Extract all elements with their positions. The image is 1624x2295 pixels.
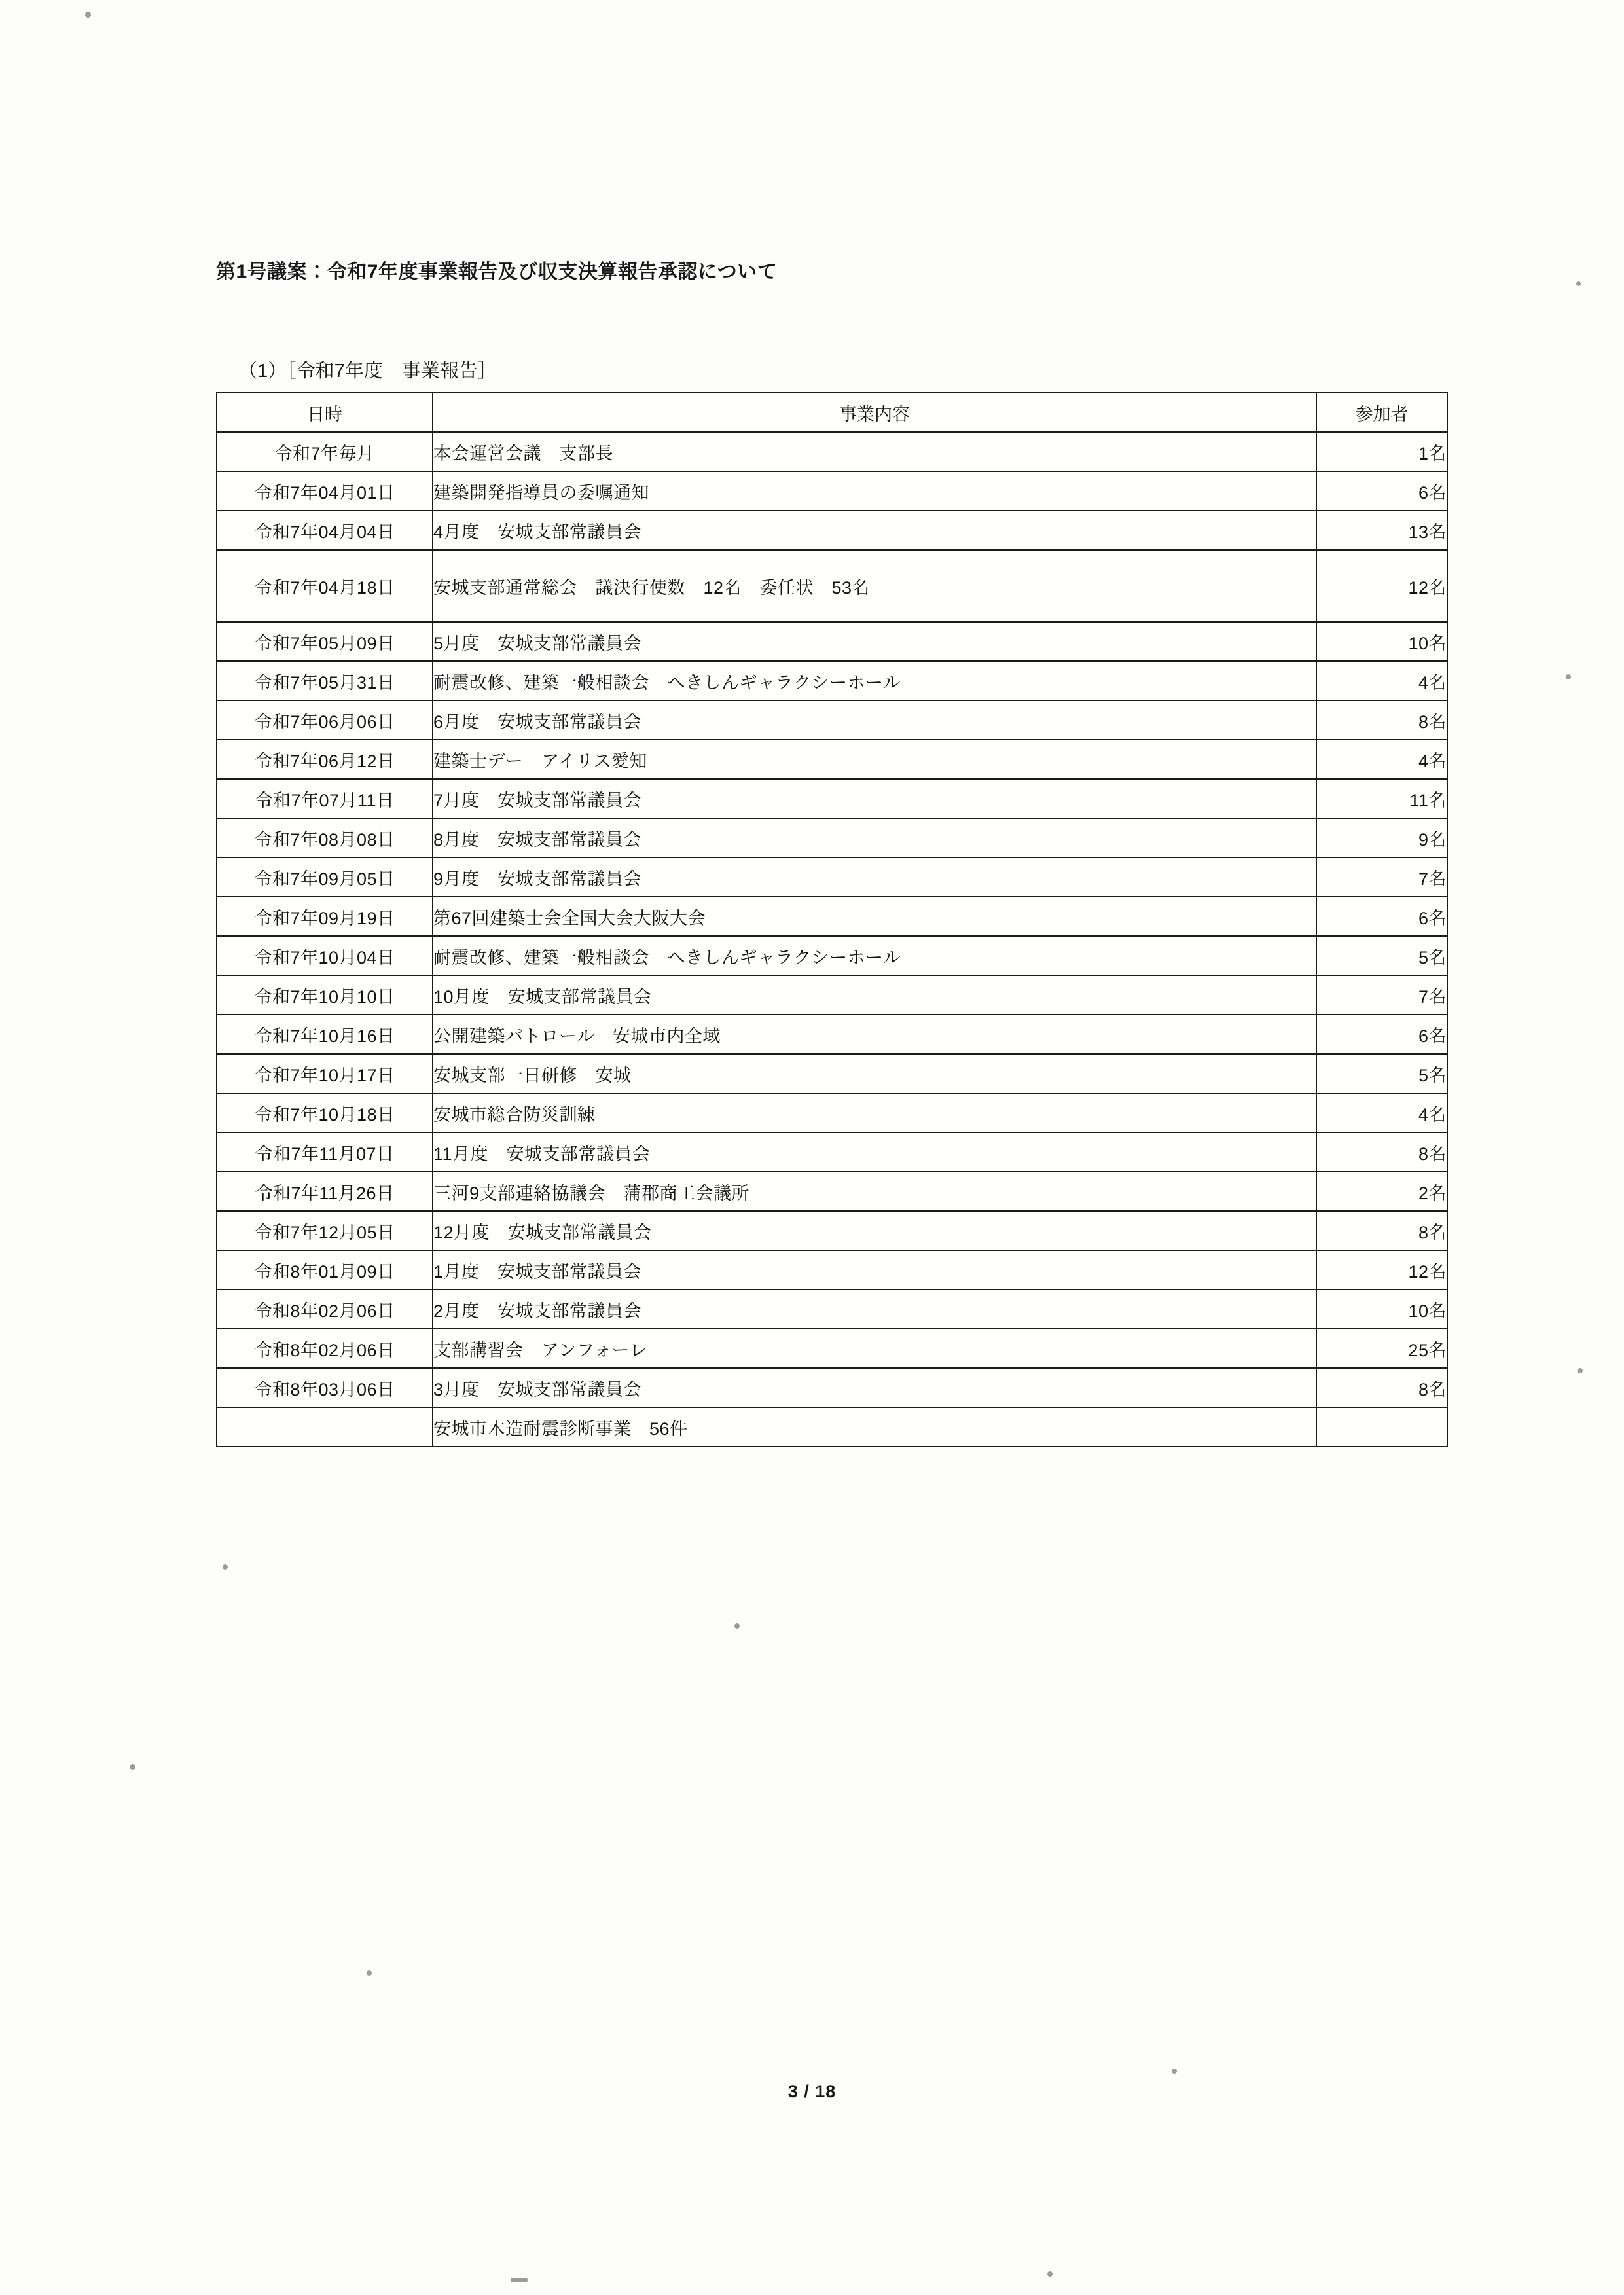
table-row bbox=[217, 936, 1447, 975]
table-row bbox=[217, 975, 1447, 1015]
cell-content: 耐震改修、建築一般相談会 へきしんギャラクシーホール bbox=[433, 936, 1316, 975]
table-row bbox=[217, 511, 1447, 550]
table-row bbox=[217, 818, 1447, 858]
table-body bbox=[217, 432, 1447, 1447]
cell-date: 令和7年12月05日 bbox=[217, 1211, 433, 1250]
column-header-date: 日時 bbox=[217, 393, 433, 432]
table-row bbox=[217, 550, 1447, 622]
cell-date: 令和7年04月04日 bbox=[217, 511, 433, 550]
cell-date: 令和7年08月08日 bbox=[217, 818, 433, 858]
cell-date: 令和8年02月06日 bbox=[217, 1329, 433, 1368]
table-row bbox=[217, 661, 1447, 700]
scan-speck bbox=[734, 1623, 740, 1629]
table-row bbox=[217, 858, 1447, 897]
cell-count: 12名 bbox=[1316, 550, 1447, 622]
cell-content: 三河9支部連絡協議会 蒲郡商工会議所 bbox=[433, 1172, 1316, 1211]
column-header-content: 事業内容 bbox=[433, 393, 1316, 432]
cell-date: 令和7年11月07日 bbox=[217, 1132, 433, 1172]
cell-content: 5月度 安城支部常議員会 bbox=[433, 622, 1316, 661]
table-row bbox=[217, 1172, 1447, 1211]
cell-date: 令和7年06月06日 bbox=[217, 700, 433, 740]
table-row bbox=[217, 779, 1447, 818]
cell-count: 13名 bbox=[1316, 511, 1447, 550]
column-header-count: 参加者 bbox=[1316, 393, 1447, 432]
scan-speck bbox=[1566, 674, 1571, 679]
cell-content: 建築士デー アイリス愛知 bbox=[433, 740, 1316, 779]
cell-content: 1月度 安城支部常議員会 bbox=[433, 1250, 1316, 1290]
cell-count: 1名 bbox=[1316, 432, 1447, 471]
cell-count: 7名 bbox=[1316, 975, 1447, 1015]
table-row bbox=[217, 1407, 1447, 1447]
cell-content: 支部講習会 アンフォーレ bbox=[433, 1329, 1316, 1368]
page-number: 3 / 18 bbox=[787, 2082, 837, 2101]
cell-count: 10名 bbox=[1316, 1290, 1447, 1329]
table-row bbox=[217, 1329, 1447, 1368]
cell-count: 6名 bbox=[1316, 471, 1447, 511]
cell-content: 本会運営会議 支部長 bbox=[433, 432, 1316, 471]
scan-speck bbox=[223, 1564, 228, 1570]
cell-content: 安城支部一日研修 安城 bbox=[433, 1054, 1316, 1093]
cell-date: 令和7年04月01日 bbox=[217, 471, 433, 511]
cell-count: 11名 bbox=[1316, 779, 1447, 818]
cell-count: 4名 bbox=[1316, 740, 1447, 779]
table-row bbox=[217, 1015, 1447, 1054]
scan-speck bbox=[1578, 1368, 1583, 1373]
cell-content: 安城市総合防災訓練 bbox=[433, 1093, 1316, 1132]
cell-date: 令和7年毎月 bbox=[217, 432, 433, 471]
cell-content: 3月度 安城支部常議員会 bbox=[433, 1368, 1316, 1407]
cell-count: 4名 bbox=[1316, 661, 1447, 700]
cell-content: 2月度 安城支部常議員会 bbox=[433, 1290, 1316, 1329]
page-title: 第1号議案：令和7年度事業報告及び収支決算報告承認について bbox=[216, 261, 778, 283]
cell-content: 11月度 安城支部常議員会 bbox=[433, 1132, 1316, 1172]
cell-content: 12月度 安城支部常議員会 bbox=[433, 1211, 1316, 1250]
cell-date: 令和7年10月16日 bbox=[217, 1015, 433, 1054]
scan-speck bbox=[1576, 281, 1581, 286]
cell-date: 令和7年09月05日 bbox=[217, 858, 433, 897]
cell-date: 令和7年07月11日 bbox=[217, 779, 433, 818]
cell-count: 6名 bbox=[1316, 1015, 1447, 1054]
table-row bbox=[217, 432, 1447, 471]
cell-count: 9名 bbox=[1316, 818, 1447, 858]
scan-speck bbox=[367, 1970, 372, 1976]
table-header-row bbox=[217, 393, 1447, 432]
cell-date: 令和8年03月06日 bbox=[217, 1368, 433, 1407]
table-row bbox=[217, 471, 1447, 511]
cell-date: 令和7年05月31日 bbox=[217, 661, 433, 700]
cell-content: 公開建築パトロール 安城市内全域 bbox=[433, 1015, 1316, 1054]
cell-date: 令和7年11月26日 bbox=[217, 1172, 433, 1211]
cell-count: 8名 bbox=[1316, 1368, 1447, 1407]
table-row bbox=[217, 1368, 1447, 1407]
cell-date: 令和7年06月12日 bbox=[217, 740, 433, 779]
table-row bbox=[217, 1093, 1447, 1132]
cell-content: 建築開発指導員の委嘱通知 bbox=[433, 471, 1316, 511]
cell-count: 8名 bbox=[1316, 1132, 1447, 1172]
cell-date: 令和7年10月10日 bbox=[217, 975, 433, 1015]
scan-speck bbox=[130, 1764, 135, 1770]
cell-date: 令和8年01月09日 bbox=[217, 1250, 433, 1290]
table-row bbox=[217, 1250, 1447, 1290]
table-row bbox=[217, 1054, 1447, 1093]
cell-count: 4名 bbox=[1316, 1093, 1447, 1132]
table-row bbox=[217, 1290, 1447, 1329]
cell-count bbox=[1316, 1407, 1447, 1447]
cell-date: 令和7年10月04日 bbox=[217, 936, 433, 975]
business-report-table bbox=[216, 392, 1448, 1447]
cell-content: 9月度 安城支部常議員会 bbox=[433, 858, 1316, 897]
cell-date bbox=[217, 1407, 433, 1447]
cell-count: 8名 bbox=[1316, 1211, 1447, 1250]
section-label: （1）［令和7年度 事業報告］ bbox=[238, 361, 497, 382]
cell-date: 令和7年04月18日 bbox=[217, 550, 433, 622]
cell-content: 7月度 安城支部常議員会 bbox=[433, 779, 1316, 818]
table-row bbox=[217, 1211, 1447, 1250]
table-row bbox=[217, 740, 1447, 779]
cell-count: 6名 bbox=[1316, 897, 1447, 936]
document-body bbox=[216, 255, 1473, 1447]
cell-content: 6月度 安城支部常議員会 bbox=[433, 700, 1316, 740]
cell-count: 7名 bbox=[1316, 858, 1447, 897]
cell-date: 令和7年10月18日 bbox=[217, 1093, 433, 1132]
cell-content: 8月度 安城支部常議員会 bbox=[433, 818, 1316, 858]
cell-count: 10名 bbox=[1316, 622, 1447, 661]
scan-speck bbox=[1047, 2271, 1053, 2277]
cell-date: 令和7年09月19日 bbox=[217, 897, 433, 936]
cell-date: 令和8年02月06日 bbox=[217, 1290, 433, 1329]
scan-speck bbox=[511, 2278, 528, 2282]
table-row bbox=[217, 622, 1447, 661]
table-row bbox=[217, 897, 1447, 936]
cell-count: 8名 bbox=[1316, 700, 1447, 740]
cell-count: 25名 bbox=[1316, 1329, 1447, 1368]
scan-speck bbox=[85, 12, 91, 18]
cell-content: 4月度 安城支部常議員会 bbox=[433, 511, 1316, 550]
cell-content: 耐震改修、建築一般相談会 へきしんギャラクシーホール bbox=[433, 661, 1316, 700]
cell-count: 12名 bbox=[1316, 1250, 1447, 1290]
table-row bbox=[217, 1132, 1447, 1172]
cell-count: 5名 bbox=[1316, 1054, 1447, 1093]
scan-speck bbox=[1172, 2069, 1177, 2074]
cell-count: 5名 bbox=[1316, 936, 1447, 975]
cell-date: 令和7年05月09日 bbox=[217, 622, 433, 661]
cell-count: 2名 bbox=[1316, 1172, 1447, 1211]
cell-date: 令和7年10月17日 bbox=[217, 1054, 433, 1093]
cell-content: 10月度 安城支部常議員会 bbox=[433, 975, 1316, 1015]
table-row bbox=[217, 700, 1447, 740]
cell-content: 安城市木造耐震診断事業 56件 bbox=[433, 1407, 1316, 1447]
cell-content: 安城支部通常総会 議決行使数 12名 委任状 53名 bbox=[433, 550, 1316, 622]
cell-content: 第67回建築士会全国大会大阪大会 bbox=[433, 897, 1316, 936]
